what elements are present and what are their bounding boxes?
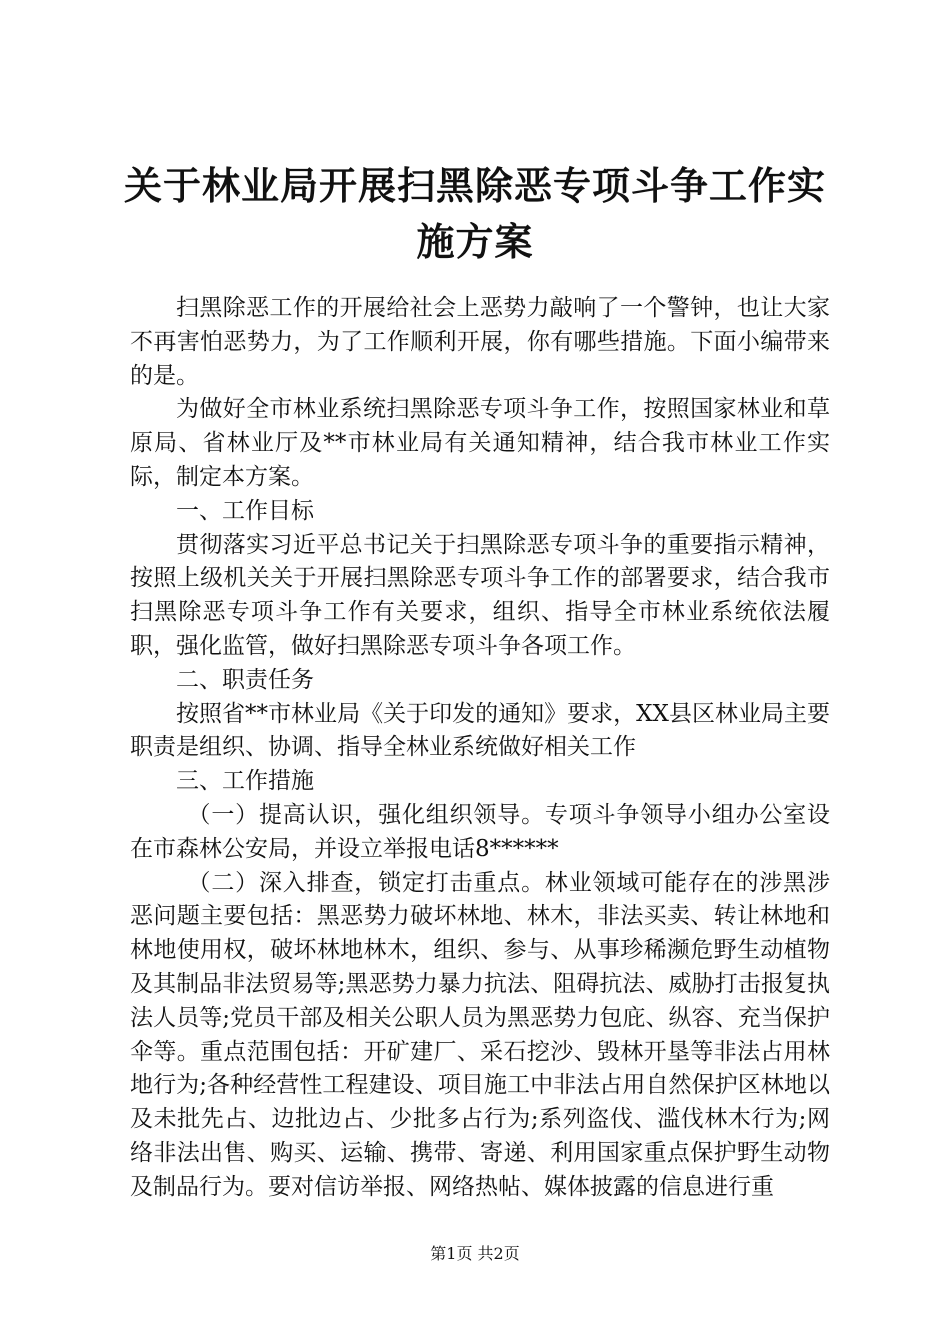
section-heading-duties: 二、职责任务 — [176, 666, 314, 693]
page-number-footer: 第1页 共2页 — [430, 1244, 520, 1263]
document-body — [130, 292, 830, 1205]
paragraph-measure-1: （一）提高认识，强化组织领导。专项斗争领导小组办公室设在市森林公安局，并设立举报电话8****** — [130, 801, 830, 862]
paragraph-measure-2: （二）深入排查，锁定打击重点。林业领域可能存在的涉黑涉恶问题主要包括：黑恶势力破坏林地、林木，非法买卖、转让林地和林地使用权，破坏林地林木，组织、参与、从事珍稀濒危野生动植物及其制品非法贸易等;黑恶势力暴力抗法、阻碍抗法、威胁打击报复执法人员等;党员干部及相关公职人员为黑恶势力包庇、纵容、充当保护伞等。重点范围包括：开矿建厂、采石挖沙、毁林开垦等非法占用林地行为;各种经营性工程建设、项目施工中非法占用自然保护区林地以及未批先占、边批边占、少批多占行为;系列盗伐、滥伐林木行为;网络非法出售、购买、运输、携带、寄递、利用国家重点保护野生动物及制品行为。要对信访举报、网络热帖、媒体披露的信息进行重 — [130, 869, 830, 1200]
paragraph-intro: 扫黑除恶工作的开展给社会上恶势力敲响了一个警钟，也让大家不再害怕恶势力，为了工作顺利开展，你有哪些措施。下面小编带来的是。 — [130, 295, 830, 389]
paragraph-purpose: 为做好全市林业系统扫黑除恶专项斗争工作，按照国家林业和草原局、省林业厅及**市林业局有关通知精神，结合我市林业工作实际，制定本方案。 — [130, 396, 830, 490]
paragraph-duties: 按照省**市林业局《关于印发的通知》要求，XX县区林业局主要职责是组织、协调、指导全林业系统做好相关工作 — [130, 700, 830, 761]
paragraph-goals: 贯彻落实习近平总书记关于扫黑除恶专项斗争的重要指示精神，按照上级机关关于开展扫黑除恶专项斗争工作的部署要求，结合我市扫黑除恶专项斗争工作有关要求，组织、指导全市林业系统依法履职，强化监管，做好扫黑除恶专项斗争各项工作。 — [130, 531, 830, 659]
section-heading-measures: 三、工作措施 — [176, 768, 314, 795]
section-heading-goals: 一、工作目标 — [176, 497, 314, 524]
document-title: 关于林业局开展扫黑除恶专项斗争工作实施方案 — [123, 164, 826, 264]
